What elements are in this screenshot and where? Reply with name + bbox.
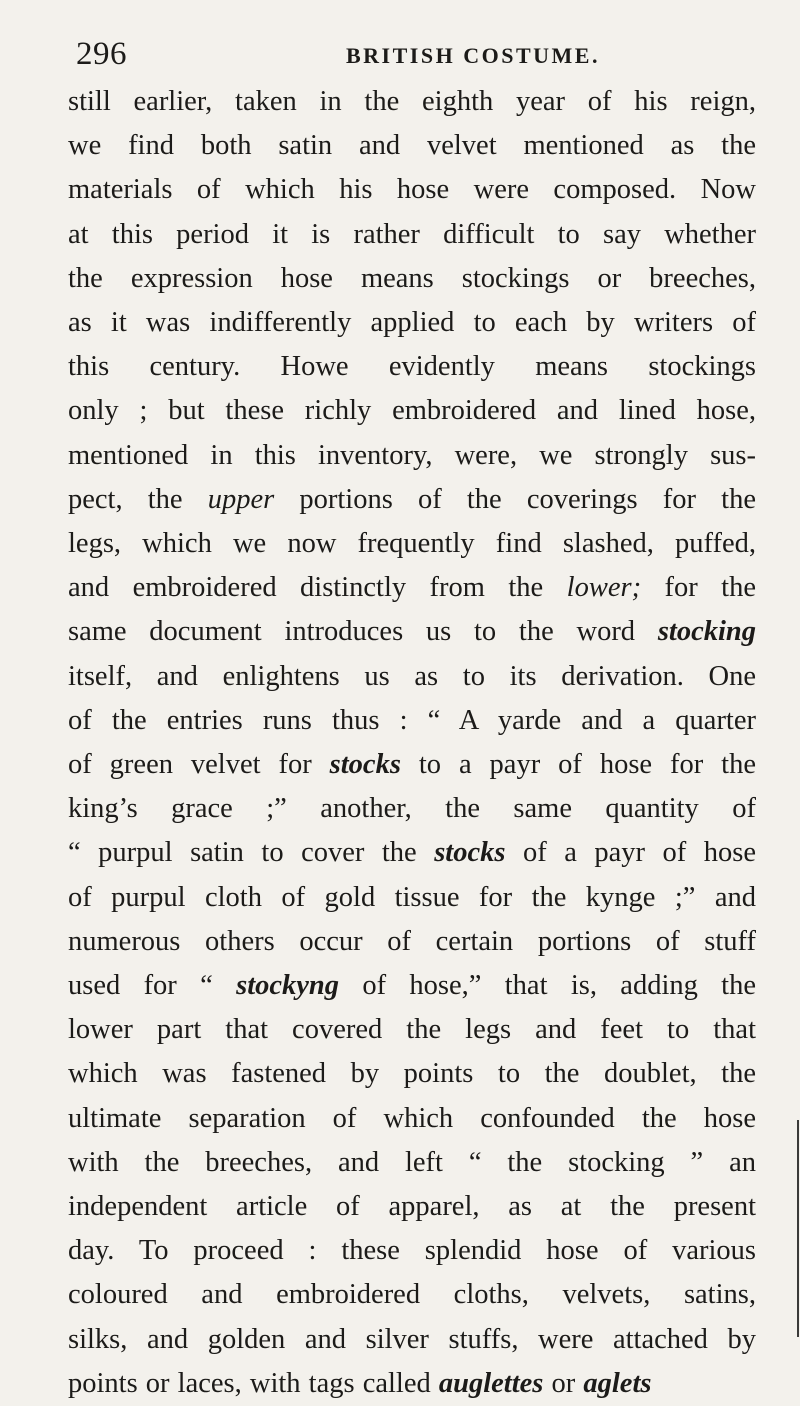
text-line <box>68 257 756 301</box>
text-line <box>68 655 756 699</box>
page-header <box>76 36 754 80</box>
text-line <box>68 831 756 875</box>
text-line <box>68 1273 756 1317</box>
page-number: 296 <box>76 36 127 72</box>
page-edge-line <box>797 1120 799 1337</box>
text-line <box>68 1008 756 1052</box>
emphasized-word: stocking <box>657 616 756 648</box>
text-line <box>68 124 756 168</box>
text-segment: king’s grace ;” another, the same quantity of <box>68 793 756 825</box>
text-segment: the expression hose means stockings or breeches, <box>68 262 756 294</box>
text-line <box>68 80 756 124</box>
text-line <box>68 1052 756 1096</box>
text-line <box>68 787 756 831</box>
text-segment: itself, and enlightens us as to its derivation. One <box>68 660 756 692</box>
text-segment: we find both satin and velvet mentioned as the <box>68 130 756 162</box>
emphasized-word: auglettes <box>438 1367 544 1399</box>
text-segment: materials of which his hose were composed. Now <box>68 174 756 206</box>
text-segment: silks, and golden and silver stuffs, were attached by <box>68 1323 756 1355</box>
emphasized-word: upper <box>207 483 275 515</box>
text-line <box>68 566 756 610</box>
text-segment: day. To proceed : these splendid hose of various <box>68 1235 756 1267</box>
running-head: BRITISH COSTUME. <box>346 43 600 68</box>
text-line <box>68 522 756 566</box>
text-segment: which was fastened by points to the doublet, the <box>68 1058 756 1090</box>
text-segment: legs, which we now frequently find slashed, puffed, <box>68 528 756 560</box>
text-segment: ultimate separation of which confounded the hose <box>68 1102 756 1134</box>
text-segment: independent article of apparel, as at the present <box>68 1191 756 1223</box>
text-line <box>68 389 756 433</box>
emphasized-word: aglets <box>583 1367 652 1399</box>
text-line <box>68 964 756 1008</box>
text-line <box>68 434 756 478</box>
text-segment: same document introduces us to the word <box>68 616 658 648</box>
text-line <box>68 1097 756 1141</box>
text-segment: “ purpul satin to cover the <box>68 837 435 869</box>
text-segment: of green velvet for <box>68 749 330 781</box>
text-segment: and embroidered distinctly from the <box>68 572 567 604</box>
text-line <box>68 1318 756 1362</box>
text-segment: coloured and embroidered cloths, velvets, satins, <box>68 1279 756 1311</box>
text-segment: used for “ <box>68 970 237 1002</box>
text-segment: lower part that covered the legs and feet to that <box>68 1014 756 1046</box>
emphasized-word: stocks <box>434 837 506 869</box>
text-line <box>68 301 756 345</box>
text-line <box>68 920 756 964</box>
text-segment: of the entries runs thus : “ A yarde and a quarter <box>68 704 756 736</box>
text-line <box>68 345 756 389</box>
text-segment: this century. Howe evidently means stockings <box>68 351 756 383</box>
text-line <box>68 699 756 743</box>
text-segment: or <box>543 1367 584 1399</box>
text-segment: only ; but these richly embroidered and lined hose, <box>68 395 756 427</box>
text-segment: with the breeches, and left “ the stocking ” an <box>68 1146 756 1178</box>
text-segment: portions of the coverings for the <box>274 483 756 515</box>
text-line <box>68 1229 756 1273</box>
text-line <box>68 610 756 654</box>
text-segment: to a payr of hose for the <box>400 749 756 781</box>
text-segment: at this period it is rather difficult to say whether <box>68 218 756 250</box>
text-line <box>68 1141 756 1185</box>
emphasized-word: stockyng <box>236 970 340 1002</box>
text-segment: of purpul cloth of gold tissue for the kynge ;” and <box>68 881 756 913</box>
text-segment: of a payr of hose <box>505 837 756 869</box>
text-segment: for the <box>641 572 756 604</box>
body-paragraph <box>68 80 756 1406</box>
text-segment: mentioned in this inventory, were, we strongly sus- <box>68 439 756 471</box>
text-segment: as it was indifferently applied to each by writers of <box>68 307 756 339</box>
text-segment: still earlier, taken in the eighth year of his reign, <box>68 86 756 117</box>
text-segment: numerous others occur of certain portions of stuff <box>68 925 756 957</box>
emphasized-word: stocks <box>329 749 401 781</box>
text-line <box>68 743 756 787</box>
text-segment: of hose,” that is, adding the <box>339 970 757 1002</box>
text-line <box>68 478 756 522</box>
text-line <box>68 213 756 257</box>
text-line <box>68 1185 756 1229</box>
text-segment: points or laces, with tags called <box>68 1367 439 1399</box>
text-line <box>68 168 756 212</box>
text-line <box>68 876 756 920</box>
emphasized-word: lower; <box>566 572 642 604</box>
text-segment: pect, the <box>68 483 208 515</box>
text-line <box>68 1362 756 1406</box>
